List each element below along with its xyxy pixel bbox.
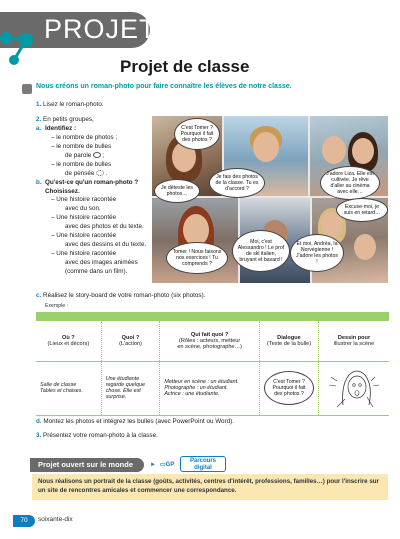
- header-title: Quoi ?: [121, 334, 140, 341]
- face-shape: [322, 136, 346, 164]
- thought-bubble-icon: [96, 170, 104, 176]
- cell-dialogue: [259, 361, 318, 415]
- substep-a: [36, 125, 148, 179]
- face-shape: [354, 234, 376, 260]
- substep-label-2: Choisissez.: [45, 187, 80, 195]
- table-header-row: [36, 321, 389, 361]
- list-item: avec des photos et du texte.: [65, 223, 144, 231]
- bubble-text: Excuse-moi, je suis en retard…: [343, 203, 381, 216]
- step-text: En petits groupes,: [43, 116, 94, 123]
- header-title: Dialogue: [277, 334, 301, 341]
- step-number: 1.: [36, 101, 42, 108]
- header-subtitle: en scène, photographe…): [177, 343, 242, 350]
- bubble-text: Je déteste les photos…: [160, 184, 193, 197]
- book-gp-link[interactable]: [160, 461, 174, 468]
- list-item: de pensée .: [65, 169, 108, 177]
- header-subtitle: (Rôles : acteurs, metteur: [179, 337, 241, 344]
- header-subtitle: illustrer la scène: [333, 340, 375, 347]
- list-item: (comme dans un film).: [65, 267, 128, 275]
- substep-b: [36, 179, 148, 277]
- cell-line: Tables et chaises.: [40, 388, 83, 394]
- header-title: Qui fait quoi ?: [190, 331, 229, 338]
- cell-line: chose. Elle est: [105, 388, 141, 394]
- cell-quoi: [101, 361, 160, 415]
- storyboard-table: [36, 312, 389, 416]
- substep-c: [36, 292, 205, 299]
- substep-text: Réalisez le story-board de votre roman-photo (six photos).: [43, 292, 206, 299]
- table-row: [36, 361, 389, 415]
- bubble-text: C'est Tomer ? Pourquoi il fait des photos ?: [272, 378, 306, 398]
- step-3: [36, 432, 158, 439]
- substep-letter: a.: [36, 124, 42, 132]
- bubble-text: Et moi, Andréa, la Norvégienne ! J'adore les photos !: [296, 240, 338, 266]
- header-subtitle: (Lieux et décors): [47, 340, 90, 347]
- list-item: – Une histoire racontée: [51, 214, 117, 222]
- table-top-band: [36, 312, 389, 321]
- column-header-dialogue: [259, 321, 318, 361]
- book-icon: ▭: [160, 462, 166, 468]
- list-item: avec du son.: [65, 205, 101, 213]
- list-item: – Une histoire racontée: [51, 196, 117, 204]
- list-item: – le nombre de bulles: [51, 160, 112, 168]
- speech-bubble: [336, 198, 388, 222]
- substep-label: Qu'est-ce qu'un roman-photo ?: [45, 178, 139, 186]
- list-item: – Une histoire racontée: [51, 250, 117, 258]
- header-title: Où ?: [61, 334, 75, 341]
- roman-photo-collage: [152, 116, 388, 283]
- step-number: 2.: [36, 116, 42, 123]
- header-title: Dessin pour: [337, 334, 371, 341]
- projet-ouvert-text: Nous réalisons un portrait de la classe (goûts, activités, centres d'intérêt, professions, familles…) pour l'inscrire sur un site de rencontres amicales et commencer une correspondance.: [32, 474, 388, 500]
- cell-line: Une étudiante: [105, 376, 140, 382]
- cell-ou: [36, 361, 101, 415]
- page-number: 70: [13, 515, 35, 527]
- column-header-dessin: [318, 321, 389, 361]
- substep-label: Identifiez :: [45, 124, 77, 132]
- cell-line: Photographe : un étudiant.: [164, 385, 228, 391]
- step-number: 3.: [36, 432, 42, 439]
- bubble-text: Moi, c'est Alessandro ! Le prof de ski italien, bruyant et bavard !: [237, 238, 285, 264]
- bubble-text: C'est Tomer ? Pourquoi il fait des photos ?: [180, 124, 214, 144]
- cell-dessin: [318, 361, 389, 415]
- substep-letter: b.: [36, 178, 42, 186]
- parcours-digital-badge[interactable]: [180, 456, 226, 472]
- step-1: [36, 101, 104, 110]
- cell-line: Metteur en scène : un étudiant.: [164, 379, 239, 385]
- cell-line: Salle de classe: [40, 382, 77, 388]
- cell-line: Actrice : une étudiante.: [164, 391, 220, 397]
- cell-line: surprise.: [105, 394, 127, 400]
- list-item: de parole ;: [65, 151, 105, 159]
- substep-letter: d.: [36, 418, 42, 425]
- molecule-icon: [0, 22, 44, 66]
- column-header-quoi: [101, 321, 160, 361]
- step-2: [36, 116, 148, 277]
- list-item-text: de pensée: [65, 169, 95, 177]
- column-header-qui: [160, 321, 260, 361]
- list-item: avec des images animées: [65, 259, 138, 266]
- step-text: Lisez le roman-photo.: [43, 101, 104, 108]
- intro-marker: [22, 84, 32, 94]
- arrow-right-icon: ►: [150, 462, 156, 468]
- cell-line: regarde quelque: [105, 382, 145, 388]
- list-item: – le nombre de bulles: [51, 142, 112, 150]
- list-item: – le nombre de photos ;: [51, 133, 118, 141]
- page-number-words: soixante-dix: [38, 516, 73, 523]
- header-subtitle: (L'action): [119, 340, 142, 347]
- substep-d: [36, 418, 234, 425]
- substep-text: Montez les photos et intégrez les bulles (avec PowerPoint ou Word).: [43, 418, 234, 425]
- column-header-ou: [36, 321, 101, 361]
- gp-label: GP: [165, 462, 175, 468]
- list-item-text: de parole: [65, 151, 92, 159]
- page-title: Projet de classe: [120, 57, 250, 76]
- cell-qui: [160, 361, 260, 415]
- example-label: Exemple :: [45, 303, 69, 309]
- face-shape: [352, 138, 374, 164]
- face-shape: [253, 132, 279, 162]
- dialogue-bubble: [264, 371, 314, 405]
- badge-line: digital: [194, 464, 212, 471]
- speech-bubble: [290, 234, 344, 272]
- list-item: – Une histoire racontée: [51, 232, 117, 240]
- speech-bubble: [232, 230, 290, 272]
- speech-bubble-icon: [93, 152, 101, 158]
- speech-bubble: [209, 168, 265, 198]
- badge-line: Parcours: [189, 458, 216, 464]
- speech-bubble: [174, 118, 220, 150]
- bubble-text: J'adore Liza. Elle est cultivée. Je rêve d'aller au cinéma avec elle…: [326, 170, 374, 196]
- bubble-text: Je fais des photos de la classe. Tu es d'accord ?: [215, 173, 259, 193]
- list-item: avec des dessins et du texte.: [65, 241, 147, 249]
- substep-letter: c.: [36, 292, 42, 299]
- header-subtitle: (Texte de la bulle): [266, 340, 312, 347]
- projet-ouvert-title: Projet ouvert sur le monde: [38, 460, 134, 469]
- thought-bubble: [154, 179, 200, 203]
- step-text: Présentez votre roman-photo à la classe.: [43, 432, 158, 439]
- speech-bubble: [166, 242, 228, 274]
- bubble-text: Tomer ! Nous faisons nos exercices ! Tu comprends ?: [172, 248, 222, 268]
- surprised-student-sketch: [323, 365, 385, 409]
- speech-bubble: [320, 166, 380, 200]
- intro-text: Nous créons un roman-photo pour faire connaître les élèves de notre classe.: [36, 83, 292, 90]
- section-title: PROJETS: [44, 14, 176, 44]
